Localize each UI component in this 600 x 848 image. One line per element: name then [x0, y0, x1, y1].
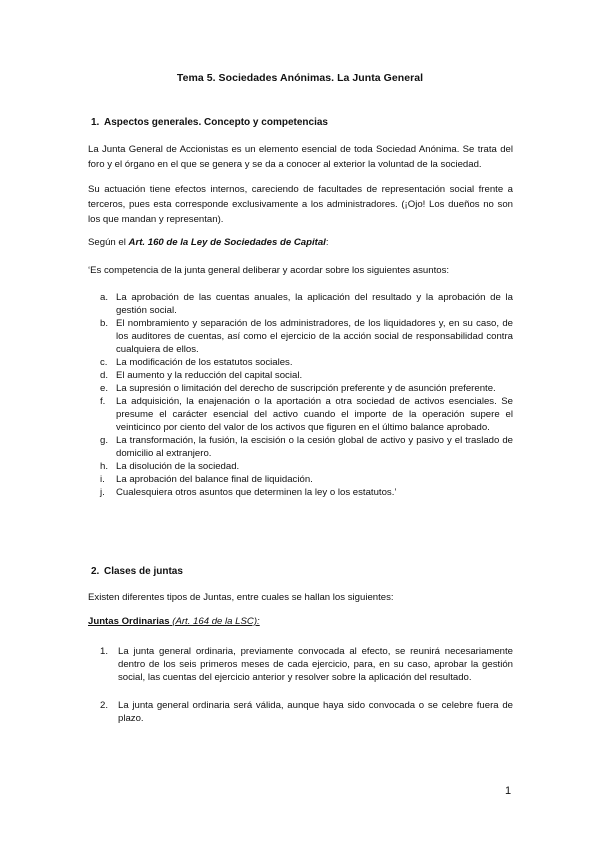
section-1-paragraph-3: [88, 235, 513, 250]
page-number: 1: [505, 785, 512, 797]
list-marker: j.: [100, 487, 105, 498]
list-item: [88, 291, 513, 317]
list-item-text: La disolución de la sociedad.: [116, 461, 240, 472]
list-item-text: La aprobación del balance final de liquidación.: [116, 474, 313, 485]
list-item: [88, 382, 513, 395]
list-item-text: La transformación, la fusión, la escisión o la cesión global de activo y pasivo y el traslado de domicilio al extranjero.: [116, 435, 513, 459]
section-1-paragraph-1: La Junta General de Accionistas es un elemento esencial de toda Sociedad Anónima. Se trata del foro y el órgano en el que se genera y se da a conocer al exterior la voluntad de la sociedad.: [88, 144, 513, 170]
list-marker: a.: [100, 292, 109, 303]
list-item: [88, 460, 513, 473]
section-2-heading: [91, 566, 183, 577]
list-item-text: La junta general ordinaria, previamente convocada al efecto, se reunirá necesariamente dentro de los seis primeros meses de cada ejercicio, para, en su caso, aprobar la gestión social, las cuentas del ejercicio anterior y resolver sobre la aplicación del resultado.: [118, 646, 513, 683]
section-1-heading: [91, 117, 328, 128]
list-marker: 1.: [100, 646, 109, 657]
list-marker: g.: [100, 435, 109, 446]
juntas-ordinarias-ref: (Art. 164 de la LSC):: [169, 616, 260, 627]
list-marker: 2.: [100, 700, 109, 711]
list-item-text: La junta general ordinaria será válida, aunque haya sido convocada o se celebre fuera de plazo.: [118, 700, 513, 724]
paragraph-3-prefix: Según el: [88, 237, 129, 248]
section-2-title: Clases de juntas: [104, 566, 183, 577]
paragraph-3-suffix: :: [325, 237, 329, 248]
list-marker: e.: [100, 383, 109, 394]
list-marker: d.: [100, 370, 109, 381]
section-1-title: Aspectos generales. Concepto y competencias: [104, 117, 328, 128]
section-2-intro: Existen diferentes tipos de Juntas, entre cuales se hallan los siguientes:: [88, 592, 394, 603]
list-item: [88, 486, 513, 499]
list-item: [88, 645, 513, 684]
list-marker: c.: [100, 357, 108, 368]
list-item: [88, 434, 513, 460]
list-item-text: La supresión o limitación del derecho de suscripción preferente y de asunción preferente.: [116, 383, 496, 394]
list-item: [88, 369, 513, 382]
list-item-text: La adquisición, la enajenación o la aportación a otra sociedad de activos esenciales. Se presume el carácter esencial del activo cuando el importe de la operación supere el veinticinco por ciento del valor de los activos que figuren en el último balance aprobado.: [116, 396, 513, 433]
section-1-paragraph-2: Su actuación tiene efectos internos, careciendo de facultades de representación social frente a terceros, pues esta corresponde exclusivamente a los administradores. (¡Ojo! Los dueños no son los que mandan y representan).: [88, 184, 513, 225]
list-item-text: Cualesquiera otros asuntos que determinen la ley o los estatutos.’: [116, 487, 397, 498]
list-marker: i.: [100, 474, 105, 485]
list-item: [88, 473, 513, 486]
law-reference: Art. 160 de la Ley de Sociedades de Capital: [128, 237, 326, 248]
competences-list: [88, 291, 513, 499]
section-1-number: 1.: [91, 117, 100, 128]
list-item-text: La aprobación de las cuentas anuales, la aplicación del resultado y la aprobación de la gestión social.: [116, 292, 513, 316]
list-item: [88, 699, 513, 725]
list-marker: f.: [100, 396, 106, 407]
ordinary-meetings-list: [88, 645, 513, 740]
quote-intro: ‘Es competencia de la junta general deliberar y acordar sobre los siguientes asuntos:: [88, 265, 450, 276]
list-item-text: La modificación de los estatutos sociales.: [116, 357, 293, 368]
juntas-ordinarias-subheading: [88, 616, 260, 627]
list-item-text: El aumento y la reducción del capital social.: [116, 370, 303, 381]
list-item: [88, 317, 513, 356]
list-item: [88, 356, 513, 369]
list-marker: b.: [100, 318, 109, 329]
list-item: [88, 395, 513, 434]
list-marker: h.: [100, 461, 109, 472]
section-2-number: 2.: [91, 566, 100, 577]
page-title: Tema 5. Sociedades Anónimas. La Junta General: [176, 72, 424, 84]
list-item-text: El nombramiento y separación de los administradores, de los liquidadores y, en su caso, de los auditores de cuentas, así como el ejercicio de la acción social de responsabilidad contra cualquiera de ellos.: [116, 318, 513, 355]
juntas-ordinarias-label: Juntas Ordinarias: [88, 616, 170, 627]
